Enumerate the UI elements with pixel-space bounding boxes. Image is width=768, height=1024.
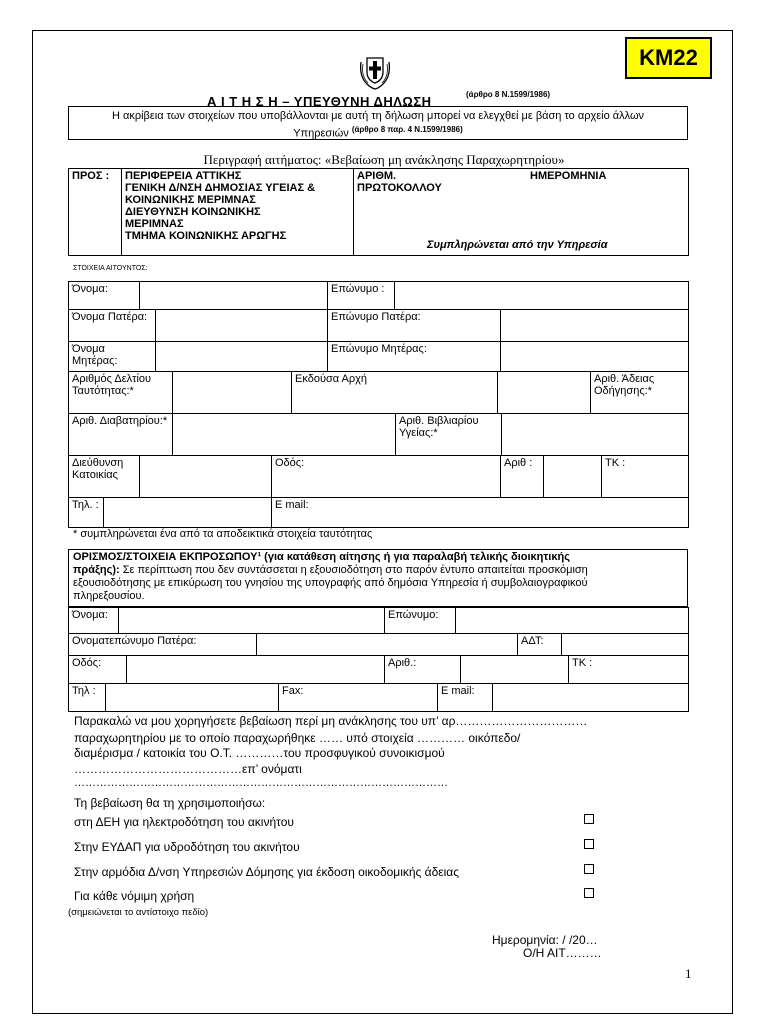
father-name-label: Όνομα Πατέρα: [69,310,156,342]
rep-postcode-label: ΤΚ : [569,656,689,684]
representative-info [68,549,688,607]
applicant-contact-table [68,497,689,528]
id-number-field[interactable] [173,372,292,414]
request-line: παραχωρητηρίου με το οποίο παραχωρήθηκε …… υπό στοιχεία ………… οικόπεδο/ [74,731,521,745]
option-dei-checkbox[interactable] [584,814,594,824]
option-building-permit-label: Στην αρμόδια Δ/νση Υπηρεσιών Δόμησης για έκδοση οικοδομικής άδειας [74,865,460,879]
recipient-table [68,168,689,256]
protocol-number-label: ΑΡΙΘΜ. ΠΡΩΤΟΚΟΛΛΟΥ [357,170,442,194]
applicant-address-table [68,455,689,498]
rep-surname-field[interactable] [456,608,689,634]
usage-title: Τη βεβαίωση θα τη χρησιμοποιήσω: [74,796,266,810]
driving-license-label: Αριθ. Άδειας Οδήγησης:* [591,372,689,414]
father-name-field[interactable] [156,310,328,342]
rep-street-label: Οδός: [69,656,127,684]
rep-first-name-field[interactable] [119,608,385,634]
applicant-parents-table [68,309,689,372]
applicant-signature-field[interactable]: Ο/Η ΑΙΤ……… [523,946,602,960]
request-line: Παρακαλώ να μου χορηγήσετε βεβαίωση περί μη ανάκλησης του υπ’ αρ…………………………… [74,714,588,728]
greek-emblem-icon [355,52,395,92]
mother-name-label: Όνομα Μητέρας: [69,342,156,372]
form-title: Α Ι Τ Η Σ Η – ΥΠΕΥΘΥΝΗ ΔΗΛΩΣΗ [207,94,432,109]
street-number-label: Αριθ : [501,456,544,498]
to-label: ΠΡΟΣ : [69,169,122,256]
phone-label: Τηλ. : [69,498,104,528]
rep-street-number-label: Αριθ.: [385,656,461,684]
option-any-legal-use-label: Για κάθε νόμιμη χρήση [74,889,195,903]
rep-father-fullname-field[interactable] [257,634,518,656]
accuracy-note [68,106,688,140]
rep-first-name-label: Όνομα: [69,608,119,634]
father-surname-field[interactable] [501,310,689,342]
id-proof-footnote: * συμπληρώνεται ένα από τα αποδεικτικά στοιχεία ταυτότητας [73,528,373,540]
applicant-caption: ΣΤΟΙΧΕΙΑ ΑΙΤΟΥΝΤΟΣ: [73,265,148,272]
rep-id-card-label: ΑΔΤ: [518,634,562,656]
request-line: ……………………………………επ’ ονόματι [74,762,302,776]
form-code-badge: KM22 [625,37,712,79]
home-address-label: Διεύθυνση Κατοικίας [69,456,140,498]
applicant-id-table [68,371,689,414]
passport-number-label: Αριθ. Διαβατηρίου:* [69,414,173,456]
health-book-label: Αριθ. Βιβλιαρίου Υγείας:* [396,414,502,456]
recipient-line: ΤΜΗΜΑ ΚΟΙΝΩΝΙΚΗΣ ΑΡΩΓΗΣ [125,230,287,242]
health-book-field[interactable] [502,414,689,456]
home-address-field[interactable] [140,456,272,498]
rep-phone-label: Τηλ : [69,684,106,712]
rep-email-label: E mail: [438,684,493,712]
date-label: ΗΜΕΡΟΜΗΝΙΑ [530,170,607,182]
rep-street-number-field[interactable] [461,656,569,684]
id-number-label: Αριθμός Δελτίου Ταυτότητας:* [69,372,173,414]
rep-surname-label: Επώνυμο: [385,608,456,634]
passport-number-field[interactable] [173,414,396,456]
applicant-passport-table [68,413,689,456]
surname-label: Επώνυμο : [328,282,395,310]
representative-heading-cont: πράξης): [73,564,120,576]
representative-body-line: εξουσιοδότησης με επικύρωση του γνησίου της υπογραφής από δημόσια Υπηρεσία ή συμβολαιογραφικού [73,577,588,589]
postcode-label: ΤΚ : [602,456,689,498]
rep-street-field[interactable] [127,656,385,684]
representative-body: Σε περίπτωση που δεν συντάσσεται η εξουσιοδότηση στο παρόν έντυπο απαιτείται προσκόμιση [119,564,588,576]
accuracy-note-line1: Η ακρίβεια των στοιχείων που υποβάλλονται με αυτή τη δήλωση μπορεί να ελεγχθεί με βάση το αρχείο άλλων [111,110,645,122]
option-any-legal-use-checkbox[interactable] [584,888,594,898]
recipient-address [122,169,354,256]
rep-email-field[interactable] [493,684,689,712]
email-label: E mail: [272,498,689,528]
mother-surname-label: Επώνυμο Μητέρας: [328,342,501,372]
mother-surname-field[interactable] [501,342,689,372]
request-line: διαμέρισμα / κατοικία του Ο.Τ. …………του προσφυγικού συνοικισμού [74,746,445,760]
rep-id-card-field[interactable] [562,634,689,656]
street-label: Οδός: [272,456,501,498]
representative-father-table [68,633,689,656]
rep-father-fullname-label: Ονοματεπώνυμο Πατέρα: [69,634,257,656]
recipient-line: ΠΕΡΙΦΕΡΕΙΑ ΑΤΤΙΚΗΣ [125,170,242,182]
request-subject: Περιγραφή αιτήματος: «Βεβαίωση μη ανάκλησης Παραχωρητηρίου» [203,152,565,167]
request-line: ………………………………………………………………………………………… [74,777,448,789]
rep-fax-label: Fax: [279,684,438,712]
recipient-line: ΜΕΡΙΜΝΑΣ [125,218,184,230]
option-dei-label: στη ΔΕΗ για ηλεκτροδότηση του ακινήτου [74,815,294,829]
representative-heading: ΟΡΙΣΜΟΣ/ΣΤΟΙΧΕΙΑ ΕΚΠΡΟΣΩΠΟΥ¹ (για κατάθεση αίτησης ή για παραλαβή τελικής διοικητικής [73,551,570,563]
option-eydap-checkbox[interactable] [584,839,594,849]
mother-name-field[interactable] [156,342,328,372]
surname-field[interactable] [395,282,689,310]
checkbox-instruction: (σημειώνεται το αντίστοιχο πεδίο) [68,907,209,918]
recipient-line: ΚΟΙΝΩΝΙΚΗΣ ΜΕΡΙΜΝΑΣ [125,194,256,206]
representative-address-table [68,655,689,684]
representative-contact-table [68,683,689,712]
applicant-name-table [68,281,689,310]
date-field[interactable]: Ημερομηνία: / /20… [492,933,598,947]
recipient-line: ΔΙΕΥΘΥΝΣΗ ΚΟΙΝΩΝΙΚΗΣ [125,206,261,218]
accuracy-note-line2: Υπηρεσιών [293,127,349,140]
recipient-line: ΓΕΝΙΚΗ Δ/ΝΣΗ ΔΗΜΟΣΙΑΣ ΥΓΕΙΑΣ & [125,182,316,194]
street-number-field[interactable] [544,456,602,498]
accuracy-note-reference: (άρθρο 8 παρ. 4 Ν.1599/1986) [351,125,463,134]
page-number: 1 [685,966,692,981]
representative-body-line: πληρεξουσίου. [73,590,145,602]
representative-name-table [68,607,689,634]
issuing-authority-field[interactable] [498,372,591,414]
father-surname-label: Επώνυμο Πατέρα: [328,310,501,342]
protocol-cell[interactable] [354,169,689,256]
issuing-authority-label: Εκδούσα Αρχή [292,372,498,414]
first-name-label: Όνομα: [69,282,140,310]
phone-field[interactable] [104,498,272,528]
service-note: Συμπληρώνεται από την Υπηρεσία [427,239,608,251]
first-name-field[interactable] [140,282,328,310]
option-eydap-label: Στην ΕΥΔΑΠ για υδροδότηση του ακινήτου [74,840,300,854]
rep-phone-field[interactable] [106,684,279,712]
option-building-permit-checkbox[interactable] [584,864,594,874]
form-title-law-reference: (άρθρο 8 Ν.1599/1986) [466,90,551,99]
